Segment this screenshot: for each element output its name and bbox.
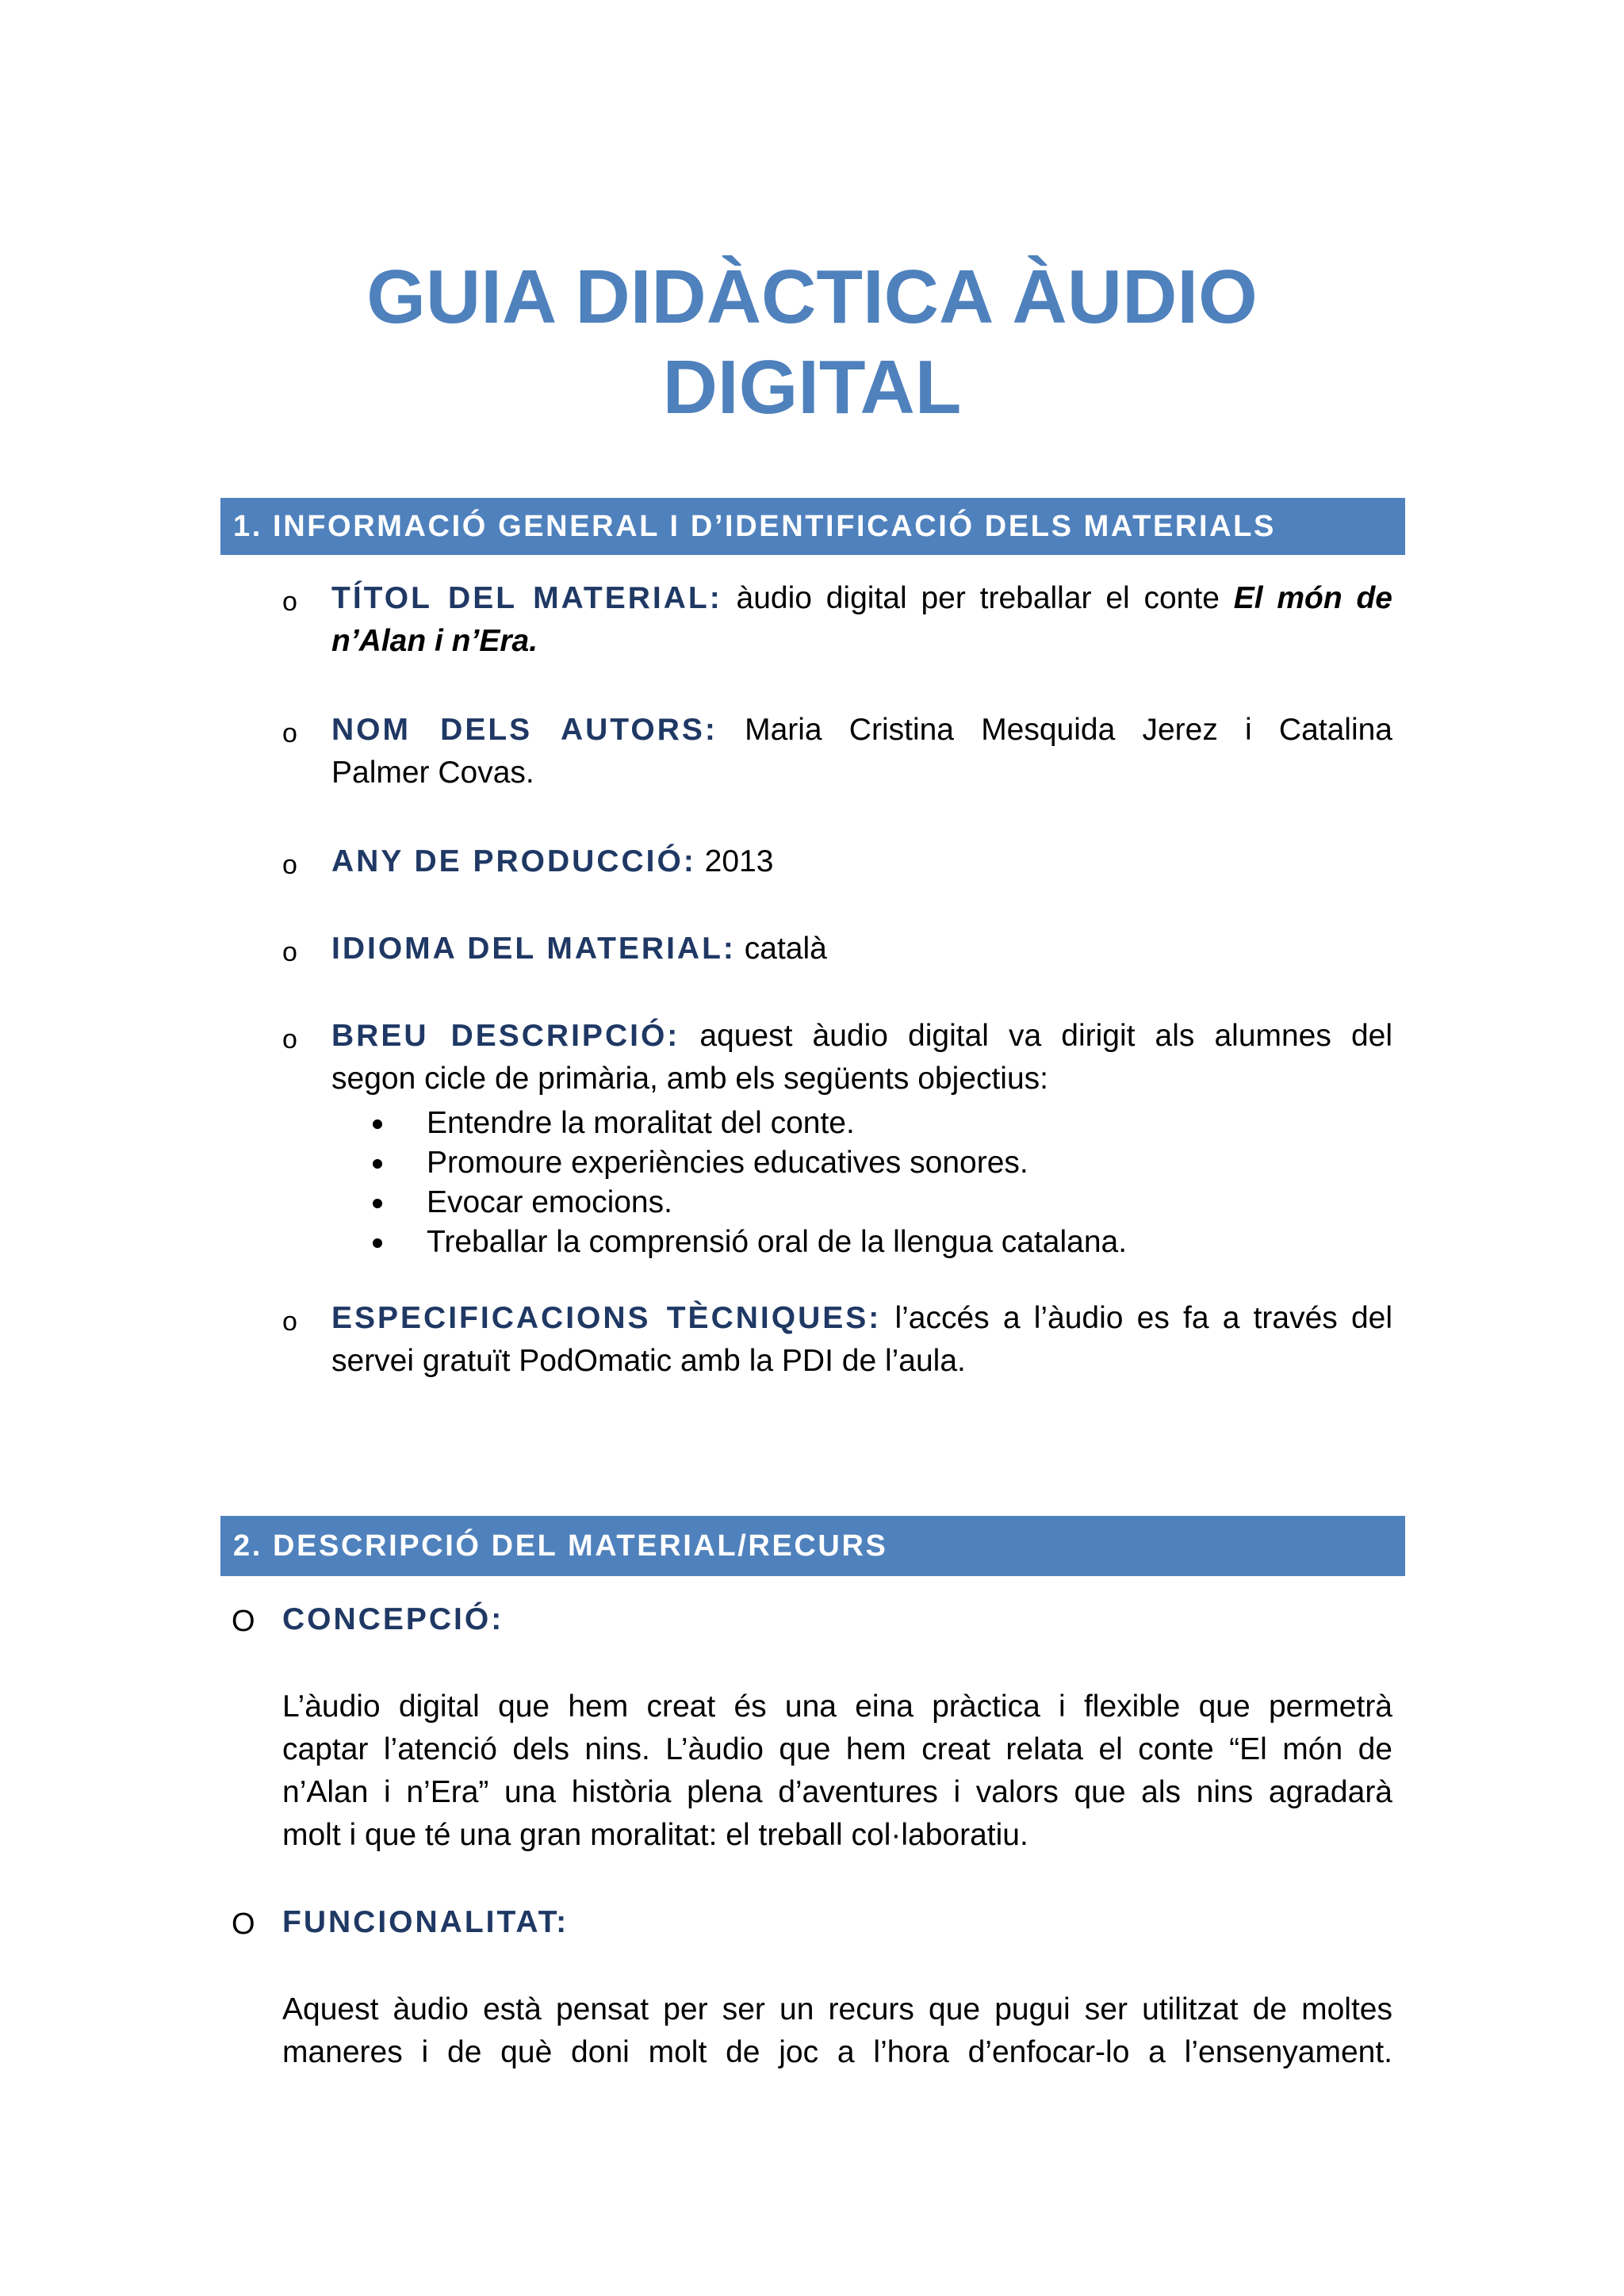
bullet-dot-icon	[373, 1159, 382, 1169]
bullet-any: o	[282, 850, 297, 880]
text-autors-2: Palmer Covas.	[331, 756, 534, 790]
list-item: Treballar la comprensió oral de la llengua catalana.	[377, 1223, 1377, 1262]
item-titol	[331, 577, 1392, 663]
heading-concepcio: CONCEPCIÓ:	[282, 1602, 504, 1636]
bullet-concepcio: O	[232, 1605, 255, 1638]
text-any: 2013	[704, 844, 774, 878]
bullet-descripcio: o	[282, 1024, 297, 1054]
section-1-heading: 1. INFORMACIÓ GENERAL I D’IDENTIFICACIÓ DELS MATERIALS	[220, 498, 1405, 555]
story-title-part2: n’Alan i n’Era.	[331, 624, 538, 658]
text-autors-1: Maria Cristina Mesquida Jerez i Catalina	[745, 713, 1392, 747]
item-idioma	[331, 928, 1392, 970]
document-title	[220, 252, 1404, 433]
paragraph-funcionalitat: Aquest àudio està pensat per ser un recurs que pugui ser utilitzat de moltes maneres i de què doni molt de joc a l’hora d’enfocar-lo a l’ensenyament.	[282, 1992, 1392, 2069]
bullet-idioma: o	[282, 937, 297, 967]
item-descripcio	[331, 1015, 1392, 1100]
title-line-1: GUIA DIDÀCTICA ÀUDIO	[366, 254, 1258, 339]
story-title-part1: El món de	[1233, 581, 1392, 615]
label-idioma: IDIOMA DEL MATERIAL:	[331, 932, 736, 966]
bullet-titol: o	[282, 587, 297, 617]
text-especificacions-2: servei gratuït PodOmatic amb la PDI de l’aula.	[331, 1344, 966, 1378]
item-especificacions	[331, 1297, 1392, 1383]
section-2-heading: 2. DESCRIPCIÓ DEL MATERIAL/RECURS	[220, 1516, 1405, 1576]
bullet-autors: o	[282, 718, 297, 748]
bullet-dot-icon	[373, 1238, 382, 1248]
objectives-list	[377, 1104, 1377, 1262]
text-titol: àudio digital per treballar el conte	[736, 581, 1220, 615]
label-titol: TÍTOL DEL MATERIAL:	[331, 581, 722, 615]
text-descripcio-1: aquest àudio digital va dirigit als alumnes del	[699, 1019, 1392, 1053]
list-item: Promoure experiències educatives sonores.	[377, 1143, 1377, 1183]
label-autors: NOM DELS AUTORS:	[331, 713, 718, 747]
text-descripcio-2: segon cicle de primària, amb els següents objectius:	[331, 1062, 1048, 1096]
list-item: Entendre la moralitat del conte.	[377, 1104, 1377, 1143]
bullet-dot-icon	[373, 1199, 382, 1208]
title-line-2: DIGITAL	[662, 345, 962, 430]
label-descripcio: BREU DESCRIPCIÓ:	[331, 1019, 680, 1053]
heading-funcionalitat: FUNCIONALITAT:	[282, 1905, 569, 1939]
bullet-dot-icon	[373, 1119, 382, 1129]
item-autors	[331, 709, 1392, 794]
bullet-funcionalitat: O	[232, 1908, 255, 1941]
text-especificacions-1: l’accés a l’àudio es fa a través del	[894, 1301, 1392, 1335]
paragraph-concepcio: L’àudio digital que hem creat és una eina pràctica i flexible que permetrà captar l’atenció dels nins. L’àudio que hem creat relata el conte “El món de n’Alan i n’Era” una història plena d’aventures i valors que als nins agradarà molt i que té una gran moralitat: el treball col·laboratiu.	[282, 1689, 1392, 1852]
label-especificacions: ESPECIFICACIONS TÈCNIQUES:	[331, 1301, 882, 1335]
list-item: Evocar emocions.	[377, 1183, 1377, 1223]
text-idioma: català	[744, 932, 827, 966]
item-any	[331, 840, 1392, 883]
bullet-especificacions: o	[282, 1307, 297, 1337]
label-any: ANY DE PRODUCCIÓ:	[331, 844, 696, 878]
